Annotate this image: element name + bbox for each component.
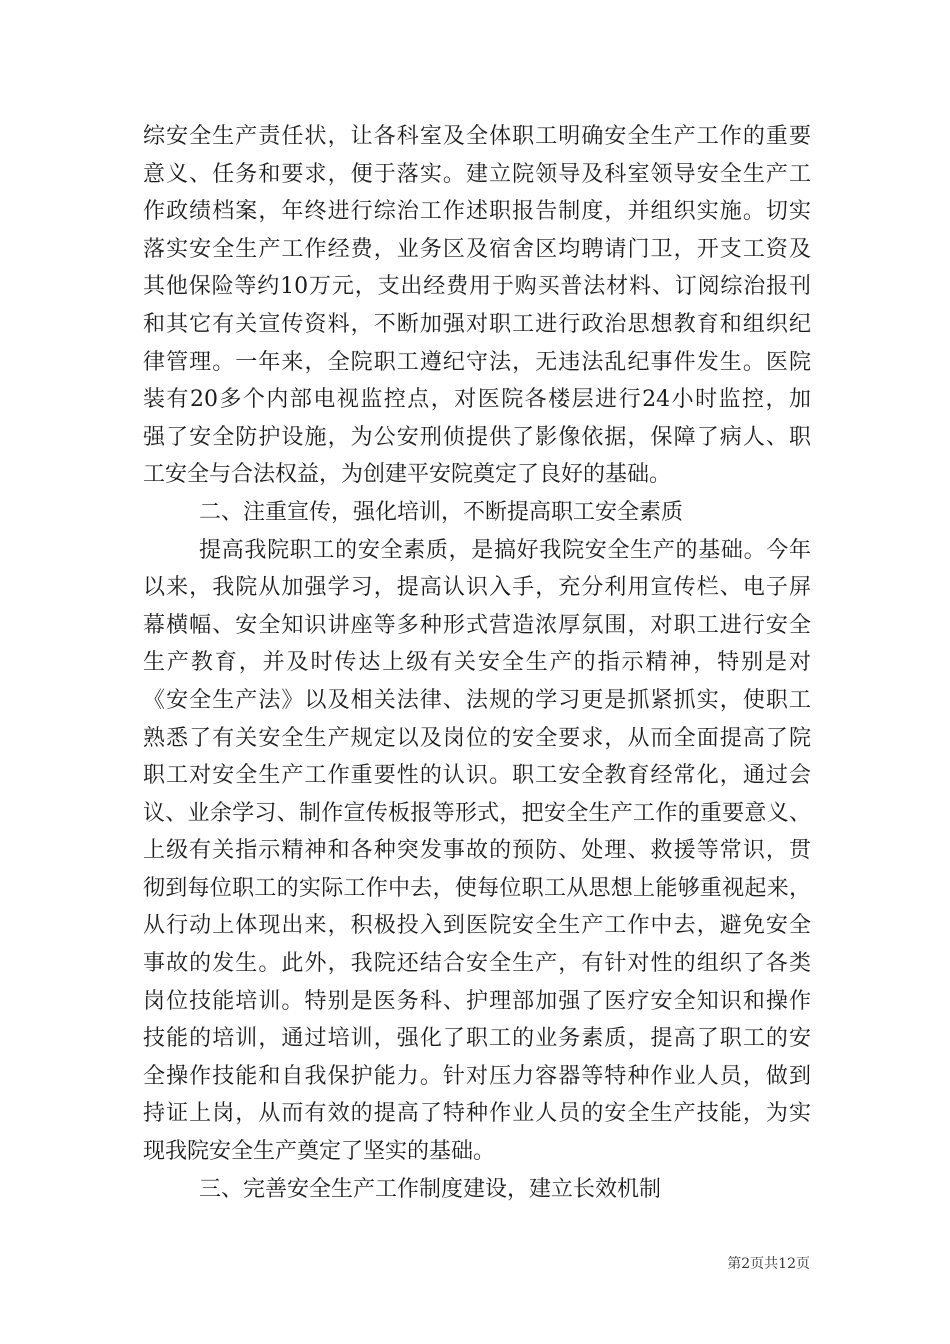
text-line: 律管理。一年来，全院职工遵纪守法，无违法乱纪事件发生。医院	[143, 349, 811, 375]
text-line: 职工对安全生产工作重要性的认识。职工安全教育经常化，通过会	[143, 763, 811, 789]
page-number: 第2页共12页	[727, 1256, 810, 1272]
text-line: 落实安全生产工作经费，业务区及宿舍区均聘请门卫，开支工资及	[143, 236, 811, 262]
text-line: 上级有关指示精神和各种突发事故的预防、处理、救援等常识，贯	[143, 838, 811, 864]
section-heading: 三、完善安全生产工作制度建设，建立长效机制	[199, 1176, 662, 1202]
text-line: 事故的发生。此外，我院还结合安全生产，有针对性的组织了各类	[143, 951, 811, 977]
text-line: 工安全与合法权益，为创建平安院奠定了良好的基础。	[143, 462, 672, 488]
text-line: 提高我院职工的安全素质，是搞好我院安全生产的基础。今年	[199, 537, 811, 563]
text-line: 幕横幅、安全知识讲座等多种形式营造浓厚氛围，对职工进行安全	[143, 612, 811, 638]
text-line: 《安全生产法》以及相关法律、法规的学习更是抓紧抓实，使职工	[143, 687, 811, 713]
text-line: 从行动上体现出来，积极投入到医院安全生产工作中去，避免安全	[143, 913, 811, 939]
text-line: 以来，我院从加强学习，提高认识入手，充分利用宣传栏、电子屏	[143, 575, 811, 601]
text-line: 熟悉了有关安全生产规定以及岗位的安全要求，从而全面提高了院	[143, 725, 811, 751]
text-line: 岗位技能培训。特别是医务科、护理部加强了医疗安全知识和操作	[143, 988, 811, 1014]
text-line: 其他保险等约10万元，支出经费用于购买普法材料、订阅综治报刊	[143, 274, 811, 300]
text-line: 和其它有关宣传资料，不断加强对职工进行政治思想教育和组织纪	[143, 311, 811, 337]
text-line: 装有20多个内部电视监控点，对医院各楼层进行24小时监控，加	[143, 387, 811, 413]
text-line: 意义、任务和要求，便于落实。建立院领导及科室领导安全生产工	[143, 161, 811, 187]
text-line: 全操作技能和自我保护能力。针对压力容器等特种作业人员，做到	[143, 1063, 811, 1089]
text-line: 技能的培训，通过培训，强化了职工的业务素质，提高了职工的安	[143, 1026, 811, 1052]
section-heading: 二、注重宣传，强化培训，不断提高职工安全素质	[199, 499, 684, 525]
text-line: 现我院安全生产奠定了坚实的基础。	[143, 1139, 496, 1165]
body-text	[143, 118, 811, 1208]
text-line: 生产教育，并及时传达上级有关安全生产的指示精神，特别是对	[143, 650, 811, 676]
text-line: 持证上岗，从而有效的提高了特种作业人员的安全生产技能，为实	[143, 1101, 811, 1127]
text-line: 作政绩档案，年终进行综治工作述职报告制度，并组织实施。切实	[143, 199, 811, 225]
text-line: 强了安全防护设施，为公安刑侦提供了影像依据，保障了病人、职	[143, 424, 811, 450]
text-line: 彻到每位职工的实际工作中去，使每位职工从思想上能够重视起来，	[143, 875, 811, 901]
text-line: 综安全生产责任状，让各科室及全体职工明确安全生产工作的重要	[143, 124, 811, 149]
text-line: 议、业余学习、制作宣传板报等形式，把安全生产工作的重要意义、	[143, 800, 811, 826]
